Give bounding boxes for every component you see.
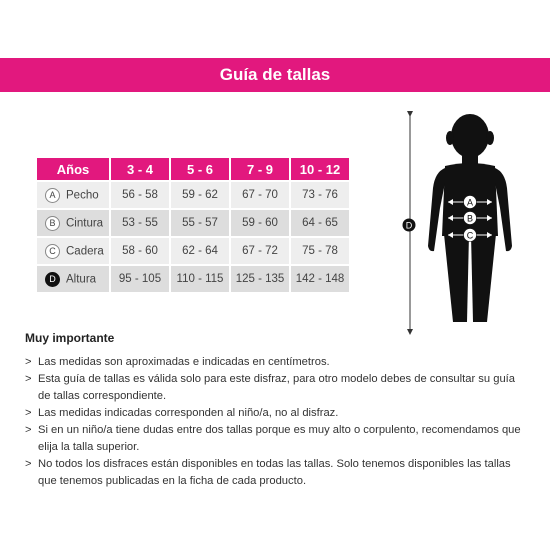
notes-list bbox=[25, 354, 530, 490]
letter-d-badge: D bbox=[45, 272, 60, 287]
table-cell: 67 - 72 bbox=[231, 238, 289, 264]
list-item bbox=[25, 422, 530, 456]
marker-d-label: D bbox=[405, 220, 413, 231]
notes-section bbox=[25, 330, 530, 490]
table-cell: 125 - 135 bbox=[231, 266, 289, 292]
table-cell: 59 - 62 bbox=[171, 182, 229, 208]
note-text: Esta guía de tallas es válida solo para este disfraz, para otro modelo debes de consultar su guía de tallas correspondiente. bbox=[38, 373, 515, 402]
bullet-marker: > bbox=[25, 356, 32, 368]
bullet-marker: > bbox=[25, 424, 32, 436]
table-row bbox=[37, 238, 349, 264]
list-item bbox=[25, 371, 530, 405]
table-cell: 64 - 65 bbox=[291, 210, 349, 236]
table-cell: 67 - 70 bbox=[231, 182, 289, 208]
letter-c-badge: C bbox=[45, 244, 60, 259]
row-label bbox=[37, 182, 109, 208]
table-header-row bbox=[37, 158, 349, 180]
note-text: Las medidas indicadas corresponden al niño/a, no al disfraz. bbox=[38, 407, 339, 419]
table-row bbox=[37, 266, 349, 292]
table-cell: 59 - 60 bbox=[231, 210, 289, 236]
bullet-marker: > bbox=[25, 458, 32, 470]
child-silhouette-icon bbox=[395, 108, 525, 338]
column-header: 3 - 4 bbox=[111, 158, 169, 180]
notes-heading: Muy importante bbox=[25, 331, 115, 345]
table-cell: 62 - 64 bbox=[171, 238, 229, 264]
marker-c-label: C bbox=[466, 230, 474, 241]
row-label bbox=[37, 238, 109, 264]
size-table bbox=[35, 156, 351, 294]
table-cell: 142 - 148 bbox=[291, 266, 349, 292]
row-name: Altura bbox=[66, 273, 97, 286]
row-label bbox=[37, 266, 109, 292]
letter-b-badge: B bbox=[45, 216, 60, 231]
table-cell: 56 - 58 bbox=[111, 182, 169, 208]
list-item bbox=[25, 354, 530, 371]
age-header: Años bbox=[37, 158, 109, 180]
marker-a-label: A bbox=[466, 197, 474, 208]
column-header: 5 - 6 bbox=[171, 158, 229, 180]
note-text: Las medidas son aproximadas e indicadas en centímetros. bbox=[38, 356, 330, 368]
table-cell: 95 - 105 bbox=[111, 266, 169, 292]
table-cell: 75 - 78 bbox=[291, 238, 349, 264]
column-header: 10 - 12 bbox=[291, 158, 349, 180]
marker-b-label: B bbox=[466, 213, 474, 224]
letter-a-badge: A bbox=[45, 188, 60, 203]
page-title: Guía de tallas bbox=[219, 65, 331, 84]
note-text: Si en un niño/a tiene dudas entre dos tallas porque es muy alto o corpulento, recomendamos que elija la talla superior. bbox=[38, 424, 521, 453]
table-cell: 73 - 76 bbox=[291, 182, 349, 208]
row-name: Pecho bbox=[66, 189, 99, 202]
list-item bbox=[25, 405, 530, 422]
row-name: Cadera bbox=[66, 245, 104, 258]
table-row bbox=[37, 210, 349, 236]
table-cell: 55 - 57 bbox=[171, 210, 229, 236]
table-cell: 53 - 55 bbox=[111, 210, 169, 236]
bullet-marker: > bbox=[25, 407, 32, 419]
column-header: 7 - 9 bbox=[231, 158, 289, 180]
table-row bbox=[37, 182, 349, 208]
row-label bbox=[37, 210, 109, 236]
bullet-marker: > bbox=[25, 373, 32, 385]
table-cell: 58 - 60 bbox=[111, 238, 169, 264]
table-cell: 110 - 115 bbox=[171, 266, 229, 292]
note-text: No todos los disfraces están disponibles en todas las tallas. Solo tenemos disponibles las tallas que tenemos publicadas en la ficha de cada producto. bbox=[38, 458, 511, 487]
title-banner bbox=[0, 58, 550, 92]
row-name: Cintura bbox=[66, 217, 104, 230]
list-item bbox=[25, 456, 530, 490]
